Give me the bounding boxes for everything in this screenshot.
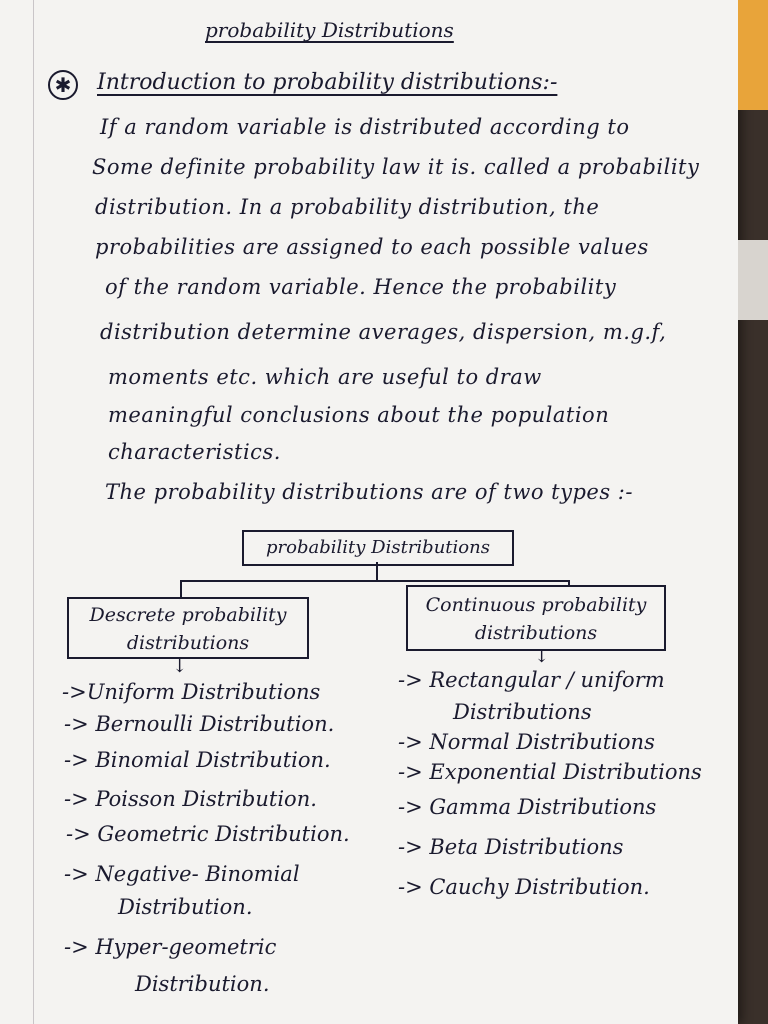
continuous-list-item: -> Rectangular / uniform: [398, 668, 665, 692]
paragraph-line: moments etc. which are useful to draw: [108, 365, 542, 389]
down-arrow-icon: ↓: [534, 646, 550, 667]
discrete-box-line: distributions: [126, 632, 250, 654]
diagram-connector: [180, 580, 570, 582]
background-edge: [738, 240, 768, 320]
continuous-box: [406, 585, 666, 651]
asterisk-icon: ✱: [48, 70, 78, 100]
continuous-list-item: -> Beta Distributions: [398, 835, 624, 859]
paragraph-line: characteristics.: [108, 440, 281, 464]
discrete-list-item: -> Poisson Distribution.: [64, 787, 317, 811]
paragraph-line: If a random variable is distributed according to: [100, 115, 630, 139]
paragraph-line: distribution determine averages, dispersion, m.g.f,: [100, 320, 667, 344]
discrete-list-item: Distribution.: [118, 895, 253, 919]
down-arrow-icon: ↓: [172, 656, 188, 677]
section-heading: Introduction to probability distributions:-: [97, 70, 558, 95]
discrete-list-item: -> Bernoulli Distribution.: [64, 712, 335, 736]
discrete-list-item: -> Geometric Distribution.: [66, 822, 350, 846]
margin-line: [33, 0, 34, 1024]
continuous-box-line: distributions: [474, 622, 598, 644]
types-line: The probability distributions are of two types :-: [105, 480, 633, 504]
diagram-connector: [180, 580, 182, 598]
discrete-box: [67, 597, 309, 659]
continuous-list-item: -> Normal Distributions: [398, 730, 655, 754]
discrete-list-item: -> Hyper-geometric: [64, 935, 277, 959]
diagram-connector: [376, 562, 378, 582]
discrete-list-item: ->Uniform Distributions: [62, 680, 321, 704]
continuous-list-item: -> Cauchy Distribution.: [398, 875, 650, 899]
paragraph-line: meaningful conclusions about the population: [108, 403, 610, 427]
paragraph-line: of the random variable. Hence the probability: [105, 275, 617, 299]
continuous-list-item: Distributions: [453, 700, 592, 724]
discrete-box-line: Descrete probability: [89, 604, 287, 626]
continuous-list-item: -> Gamma Distributions: [398, 795, 657, 819]
continuous-box-line: Continuous probability: [425, 594, 647, 616]
continuous-list-item: -> Exponential Distributions: [398, 760, 702, 784]
discrete-list-item: -> Negative- Binomial: [64, 862, 300, 886]
discrete-list-item: Distribution.: [135, 972, 270, 996]
diagram-root-box: probability Distributions: [242, 530, 514, 566]
page-title: probability Distributions: [205, 18, 454, 42]
discrete-list-item: -> Binomial Distribution.: [64, 748, 331, 772]
paragraph-line: probabilities are assigned to each possible values: [95, 235, 649, 259]
paragraph-line: distribution. In a probability distribution, the: [95, 195, 600, 219]
background-edge: [738, 0, 768, 110]
paragraph-line: Some definite probability law it is. called a probability: [92, 155, 700, 179]
